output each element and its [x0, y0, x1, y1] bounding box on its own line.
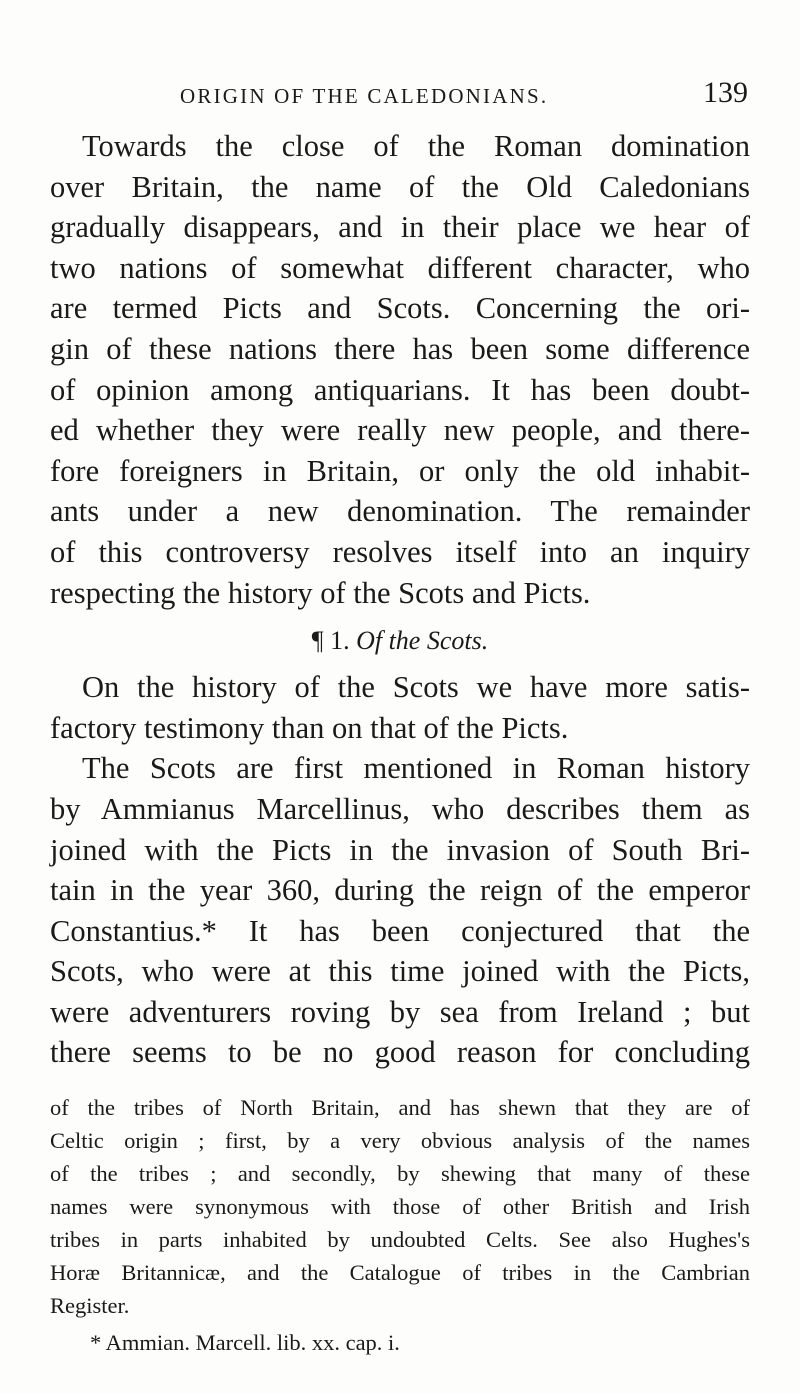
- text-line: Constantius.* It has been conjectured that the: [50, 913, 750, 948]
- text-line: were adventurers roving by sea from Ireland ; but: [50, 994, 750, 1029]
- text-line: tain in the year 360, during the reign of the emperor: [50, 873, 750, 908]
- footnote-line: Horæ Britannicæ, and the Catalogue of tribes in the Cambrian: [50, 1260, 750, 1286]
- section-title: Of the Scots.: [356, 626, 489, 656]
- page-number: 139: [703, 76, 748, 109]
- section-heading: [50, 621, 750, 661]
- paragraph-2: [50, 667, 750, 748]
- text-line: are termed Picts and Scots. Concerning the ori-: [50, 291, 750, 326]
- paragraph-1: [50, 126, 750, 613]
- footnote-line: of the tribes of North Britain, and has shewn that they are of: [50, 1095, 750, 1121]
- text-line: by Ammianus Marcellinus, who describes them as: [50, 791, 750, 826]
- text-line: gradually disappears, and in their place we hear of: [50, 210, 750, 245]
- footnote-line: names were synonymous with those of other British and Irish: [50, 1194, 750, 1220]
- text-line: of opinion among antiquarians. It has been doubt-: [50, 372, 750, 407]
- text-line: ed whether they were really new people, and there-: [50, 413, 750, 448]
- text-line: Scots, who were at this time joined with the Picts,: [50, 954, 750, 989]
- footnote-line: of the tribes ; and secondly, by shewing that many of these: [50, 1161, 750, 1187]
- section-mark: ¶ 1.: [311, 626, 350, 656]
- footnote-star: * Ammian. Marcell. lib. xx. cap. i.: [90, 1330, 400, 1356]
- footnote-line: Register.: [50, 1293, 130, 1319]
- text-line: two nations of somewhat different character, who: [50, 250, 750, 285]
- text-line: over Britain, the name of the Old Caledonians: [50, 169, 750, 204]
- text-line: The Scots are first mentioned in Roman history: [82, 751, 750, 786]
- text-line: joined with the Picts in the invasion of South Bri-: [50, 832, 750, 867]
- running-head-title: ORIGIN OF THE CALEDONIANS.: [180, 84, 549, 108]
- text-line: there seems to be no good reason for concluding: [50, 1035, 750, 1070]
- text-line: of this controversy resolves itself into an inquiry: [50, 534, 750, 569]
- text-line: gin of these nations there has been some difference: [50, 331, 750, 366]
- text-line: On the history of the Scots we have more satis-: [82, 670, 750, 705]
- running-head: [50, 70, 750, 126]
- text-line: fore foreigners in Britain, or only the old inhabit-: [50, 453, 750, 488]
- footnote-line: tribes in parts inhabited by undoubted Celts. See also Hughes's: [50, 1227, 750, 1253]
- text-line: factory testimony than on that of the Picts.: [50, 710, 569, 745]
- footnote-line: Celtic origin ; first, by a very obvious analysis of the names: [50, 1128, 750, 1154]
- text-line: Towards the close of the Roman domination: [82, 129, 750, 163]
- paragraph-3: [50, 748, 750, 1073]
- footnotes: [50, 1091, 750, 1359]
- text-line: ants under a new denomination. The remainder: [50, 494, 750, 529]
- text-line: respecting the history of the Scots and Picts.: [50, 575, 591, 610]
